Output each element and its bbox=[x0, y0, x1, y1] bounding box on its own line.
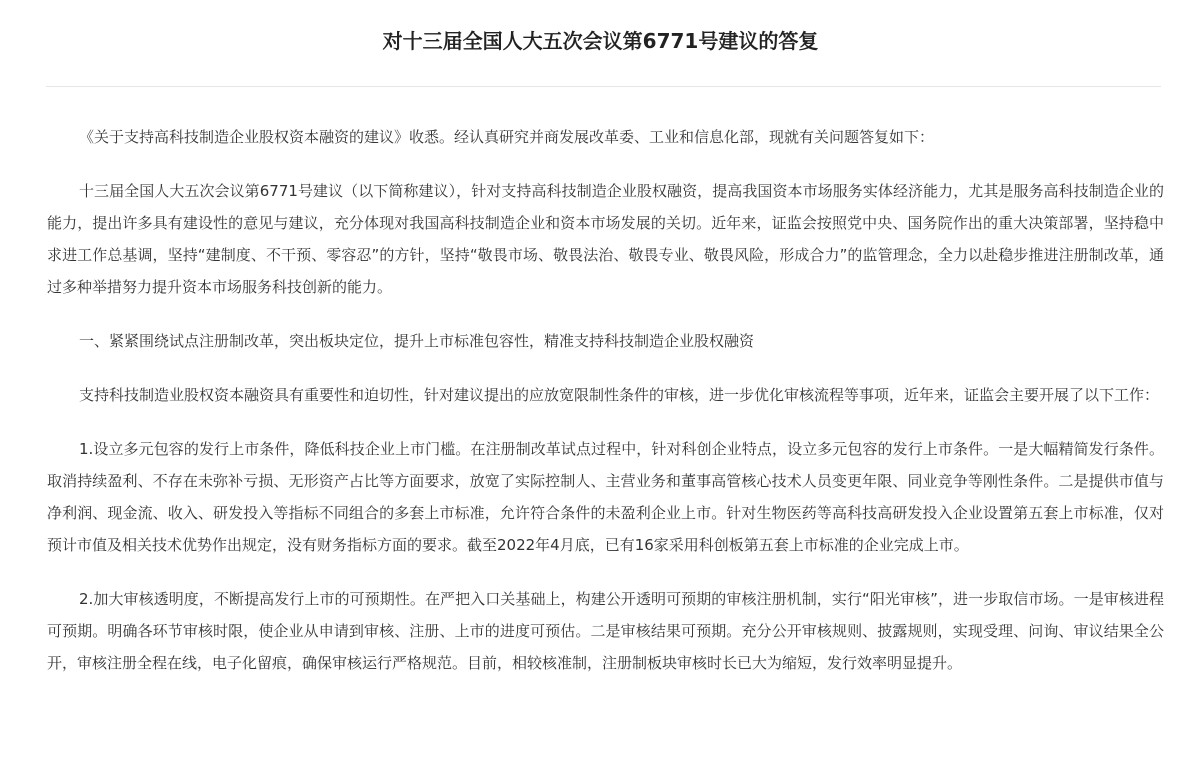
paragraph-item-2: 2.加大审核透明度，不断提高发行上市的可预期性。在严把入口关基础上，构建公开透明可预期的审核注册机制，实行“阳光审核”，进一步取信市场。一是审核进程可预期。明确各环节审核时限，使企业从申请到审核、注册、上市的进度可预估。二是审核结果可预期。充分公开审核规则、披露规则，实现受理、问询、审议结果全公开，审核注册全程在线，电子化留痕，确保审核运行严格规范。目前，相较核准制，注册制板块审核时长已大为缩短，发行效率明显提升。 bbox=[47, 590, 1164, 672]
paragraph-section-intro: 支持科技制造业股权资本融资具有重要性和迫切性，针对建议提出的应放宽限制性条件的审核，进一步优化审核流程等事项，近年来，证监会主要开展了以下工作： bbox=[79, 386, 1160, 404]
page-title: 对十三届全国人大五次会议第6771号建议的答复 bbox=[382, 29, 819, 53]
paragraph-acknowledgement: 《关于支持高科技制造企业股权资本融资的建议》收悉。经认真研究并商发展改革委、工业和信息化部，现就有关问题答复如下： bbox=[79, 128, 935, 146]
document-body bbox=[47, 121, 1164, 701]
paragraph-overview: 十三届全国人大五次会议第6771号建议（以下简称建议），针对支持高科技制造企业股权融资，提高我国资本市场服务实体经济能力，尤其是服务高科技制造企业的能力，提出许多具有建设性的意见与建议，充分体现对我国高科技制造企业和资本市场发展的关切。近年来，证监会按照党中央、国务院作出的重大决策部署，坚持稳中求进工作总基调，坚持“建制度、不干预、零容忍”的方针，坚持“敬畏市场、敬畏法治、敬畏专业、敬畏风险，形成合力”的监管理念，全力以赴稳步推进注册制改革，通过多种举措努力提升资本市场服务科技创新的能力。 bbox=[47, 182, 1164, 296]
section-heading-one: 一、紧紧围绕试点注册制改革，突出板块定位，提升上市标准包容性，精准支持科技制造企业股权融资 bbox=[79, 332, 755, 350]
title-divider bbox=[46, 86, 1161, 87]
paragraph-item-1: 1.设立多元包容的发行上市条件，降低科技企业上市门槛。在注册制改革试点过程中，针对科创企业特点，设立多元包容的发行上市条件。一是大幅精简发行条件。取消持续盈利、不存在未弥补亏损、无形资产占比等方面要求，放宽了实际控制人、主营业务和董事高管核心技术人员变更年限、同业竞争等刚性条件。二是提供市值与净利润、现金流、收入、研发投入等指标不同组合的多套上市标准，允许符合条件的未盈利企业上市。针对生物医药等高科技高研发投入企业设置第五套上市标准，仅对预计市值及相关技术优势作出规定，没有财务指标方面的要求。截至2022年4月底，已有16家采用科创板第五套上市标准的企业完成上市。 bbox=[47, 440, 1164, 554]
